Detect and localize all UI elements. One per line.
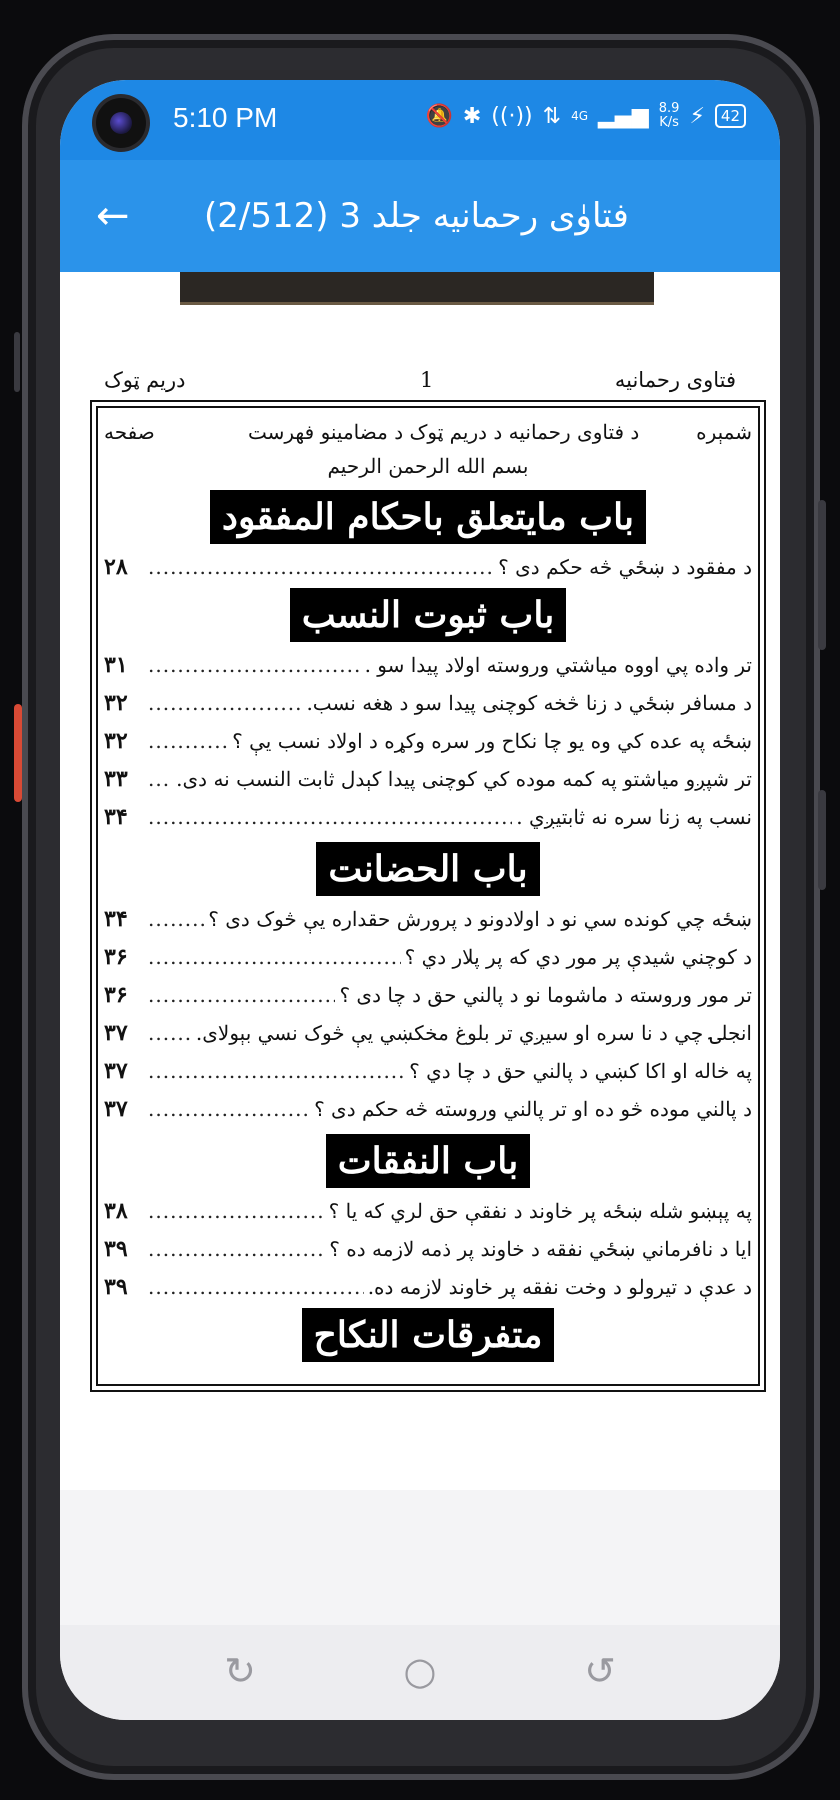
toc-entry — [104, 724, 752, 758]
leader-dots — [148, 653, 361, 677]
back-arrow-icon[interactable]: ← — [96, 193, 130, 239]
leader-dots — [148, 805, 512, 829]
status-icons — [425, 102, 746, 130]
toc-entry — [104, 648, 752, 682]
toc-entry — [104, 550, 752, 584]
entry-text: ښځه په عده کي وه یو چا نکاح ور سره وکړه د اولاد نسب یې ؟ — [232, 729, 752, 753]
chapter-heading — [98, 490, 758, 544]
entry-page: ۳۲ — [104, 728, 128, 754]
previous-page-edge — [180, 272, 654, 305]
net-speed — [659, 102, 680, 130]
entry-text: ښځه چي کونده سي نو د اولادونو د پرورش حقداره یې څوک دی ؟ — [208, 907, 752, 931]
side-button — [14, 332, 20, 392]
toc-column-page: صفحه — [104, 420, 155, 444]
leader-dots — [148, 1199, 325, 1223]
entry-page: ۳۸ — [104, 1198, 128, 1224]
entry-page: ۳۷ — [104, 1020, 128, 1046]
entry-text: په پېښو شله ښځه پر خاوند د نفقې حق لري که یا ؟ — [328, 1199, 752, 1223]
side-button-red — [14, 704, 22, 802]
app-bar — [60, 160, 780, 272]
chapter-title: متفرقات النکاح — [302, 1308, 555, 1362]
entry-page: ۲۸ — [104, 554, 128, 580]
entry-text: د کوچني شیدې پر مور دي که پر پلار دي ؟ — [404, 945, 752, 969]
toc-entry — [104, 1270, 752, 1304]
leader-dots — [148, 1275, 364, 1299]
screen — [60, 80, 780, 1720]
net-speed-unit: K/s — [659, 115, 679, 130]
bluetooth-icon: ✱ — [462, 103, 482, 129]
power-button — [818, 790, 826, 890]
entry-text: د مسافر ښځي د زنا څخه کوچنی پیدا سو د هغه نسب. — [306, 691, 752, 715]
toc-entry — [104, 1194, 752, 1228]
toc-header — [98, 414, 758, 448]
entry-page: ۳۶ — [104, 982, 128, 1008]
toc-entry — [104, 1232, 752, 1266]
entry-page: ۳۱ — [104, 652, 128, 678]
leader-dots — [148, 767, 172, 791]
toc-column-number: شمېره — [696, 420, 752, 444]
leader-dots — [148, 1237, 325, 1261]
chapter-heading — [98, 588, 758, 642]
leader-dots — [148, 691, 302, 715]
toc-entry — [104, 762, 752, 796]
recents-icon[interactable]: ↻ — [224, 1649, 256, 1693]
leader-dots — [148, 983, 335, 1007]
app-title: فتاوٰی رحمانیه جلد 3 (2/512) — [204, 196, 629, 236]
status-bar — [60, 80, 780, 160]
entry-text: د عدې د تیرولو د وخت نفقه پر خاوند لازمه ده. — [367, 1275, 752, 1299]
toc-entry — [104, 978, 752, 1012]
battery-indicator: 42 — [715, 104, 746, 128]
entry-text: د مفقود د ښځي څه حکم دی ؟ — [498, 555, 752, 579]
front-camera — [96, 98, 146, 148]
pdf-page-view[interactable] — [60, 272, 780, 1490]
entry-text: نسب په زنا سره نه ثابتیږي . — [516, 805, 752, 829]
entry-text: د پالني موده څو ده او تر پالني وروسته څه حکم دی ؟ — [314, 1097, 752, 1121]
entry-page: ۳۲ — [104, 690, 128, 716]
signal-icon: ▂▄▆ — [598, 103, 649, 129]
network-label: 4G — [571, 109, 588, 123]
toc-entry — [104, 940, 752, 974]
entry-page: ۳۹ — [104, 1236, 128, 1262]
volume-button — [818, 500, 826, 650]
chapter-title: باب الحضانت — [316, 842, 539, 896]
leader-dots — [148, 1021, 192, 1045]
toc-inner-frame — [96, 406, 760, 1386]
toc-entry — [104, 1054, 752, 1088]
entry-page: ۳۷ — [104, 1058, 128, 1084]
chapter-heading — [98, 842, 758, 896]
hotspot-icon: ((·)) — [491, 103, 533, 129]
entry-page: ۳۹ — [104, 1274, 128, 1300]
entry-page: ۳۶ — [104, 944, 128, 970]
basmala: بسم الله الرحمن الرحیم — [327, 454, 529, 478]
leader-dots — [148, 907, 204, 931]
chapter-title: باب ثبوت النسب — [290, 588, 567, 642]
status-time: 5:10 PM — [173, 102, 278, 133]
entry-text: تر مور وروسته د ماشوما نو د پالني حق د چا دی ؟ — [339, 983, 752, 1007]
entry-text: په خاله او اکا کښي د پالني حق د چا دي ؟ — [409, 1059, 752, 1083]
entry-page: ۳۴ — [104, 906, 128, 932]
entry-text: انجلۍ چي د نا سره او سیږي تر بلوغ مخکښي یې څوک نسي بېولای. — [195, 1021, 752, 1045]
leader-dots — [148, 1059, 405, 1083]
entry-text: تر شپږو میاشتو په کمه موده کي کوچنی پیدا کېدل ثابت النسب نه دی. — [176, 767, 752, 791]
entry-page: ۳۴ — [104, 804, 128, 830]
home-icon[interactable]: ○ — [403, 1649, 437, 1693]
toc-entry — [104, 686, 752, 720]
system-nav-bar — [60, 1625, 780, 1720]
charging-icon: ⚡ — [689, 103, 705, 129]
entry-text: تر واده پي اووه میاشتي وروسته اولاد پیدا سو . — [364, 653, 752, 677]
toc-entry — [104, 1092, 752, 1126]
header-book-title: فتاوی رحمانیه — [614, 368, 736, 392]
toc-entry — [104, 1016, 752, 1050]
leader-dots — [148, 945, 401, 969]
leader-dots — [148, 1097, 310, 1121]
toc-frame — [90, 400, 766, 1392]
chapter-title: باب مایتعلق باحکام المفقود — [210, 490, 646, 544]
toc-entry — [104, 902, 752, 936]
back-nav-icon[interactable]: ↺ — [584, 1649, 616, 1693]
viewer-bottom-area — [60, 1490, 780, 1630]
entry-page: ۳۳ — [104, 766, 128, 792]
chapter-heading — [98, 1308, 758, 1362]
chapter-title: باب النفقات — [326, 1134, 531, 1188]
header-page-number: 1 — [420, 368, 434, 392]
toc-entry — [104, 800, 752, 834]
mute-bell-icon: 🔕 — [425, 103, 453, 129]
data-arrows-icon: ⇅ — [542, 103, 562, 129]
entry-page: ۳۷ — [104, 1096, 128, 1122]
header-volume: دریم ټوک — [104, 368, 186, 392]
chapter-heading — [98, 1134, 758, 1188]
toc-title: د فتاوی رحمانیه د دریم ټوک د مضامینو فهرست — [248, 420, 640, 444]
leader-dots — [148, 729, 228, 753]
leader-dots — [148, 555, 494, 579]
entry-text: ایا د نافرماني ښځي نفقه د خاوند پر ذمه لازمه ده ؟ — [329, 1237, 752, 1261]
net-speed-value: 8.9 — [658, 101, 680, 116]
